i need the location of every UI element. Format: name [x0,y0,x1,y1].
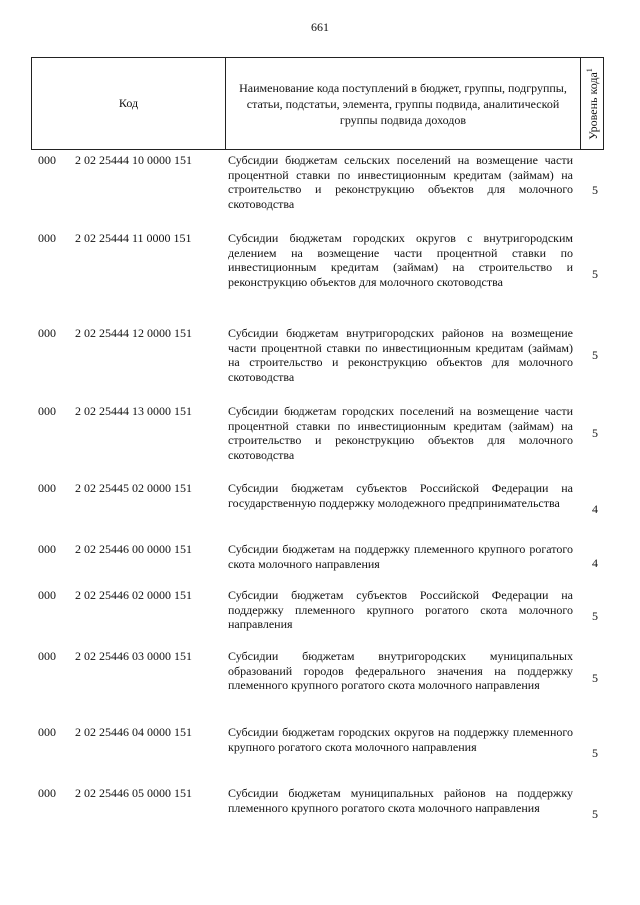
table-row [0,231,640,326]
code-level: 5 [592,807,598,821]
revenue-name: Субсидии бюджетам городских округов с внутригородским делением на возмещение части процентной ставки по инвестиционным кредитам (займам) на строительство и реконструкцию объектов для молочного скотоводства [228,231,573,289]
admin-code: 000 [38,153,56,167]
revenue-code: 2 02 25444 13 0000 151 [75,404,192,418]
revenue-name: Субсидии бюджетам внутригородских районов на возмещение части процентной ставки по инвестиционным кредитам (займам) на строительство и реконструкцию объектов для молочного скотоводства [228,326,573,384]
admin-code: 000 [38,725,56,739]
revenue-code: 2 02 25444 10 0000 151 [75,153,192,167]
admin-code: 000 [38,588,56,602]
code-level: 5 [592,348,598,362]
revenue-code: 2 02 25446 02 0000 151 [75,588,192,602]
revenue-name: Субсидии бюджетам субъектов Российской Федерации на государственную поддержку молодежного предпринимательства [228,481,573,510]
admin-code: 000 [38,786,56,800]
code-level: 5 [592,183,598,197]
table-body [0,153,640,848]
level-column-header [582,58,603,149]
admin-code: 000 [38,649,56,663]
admin-code: 000 [38,326,56,340]
revenue-code: 2 02 25444 12 0000 151 [75,326,192,340]
table-row [0,786,640,848]
revenue-code: 2 02 25444 11 0000 151 [75,231,192,245]
code-level: 5 [592,267,598,281]
code-level: 4 [592,556,598,570]
revenue-name: Субсидии бюджетам субъектов Российской Федерации на поддержку племенного крупного рогатого скота молочного направления [228,588,573,631]
code-level: 5 [592,426,598,440]
revenue-name: Субсидии бюджетам городских поселений на возмещение части процентной ставки по инвестиционным кредитам (займам) на строительство и реконструкцию объектов для молочного скотоводства [228,404,573,462]
code-level: 5 [592,609,598,623]
footnote-marker: 1 [584,67,594,72]
revenue-name: Субсидии бюджетам на поддержку племенного крупного рогатого скота молочного направления [228,542,573,571]
revenue-name: Субсидии бюджетам муниципальных районов на поддержку племенного крупного рогатого скота молочного направления [228,786,573,815]
revenue-code: 2 02 25446 03 0000 151 [75,649,192,663]
level-column-label: Уровень кода$^1$ [584,67,600,140]
table-row [0,153,640,231]
revenue-code: 2 02 25446 00 0000 151 [75,542,192,556]
code-column-header: Код [32,58,226,149]
revenue-name: Субсидии бюджетам внутригородских муниципальных образований городов федерального значения на поддержку племенного крупного рогатого скота молочного направления [228,649,573,692]
revenue-name: Субсидии бюджетам городских округов на поддержку племенного крупного рогатого скота молочного направления [228,725,573,754]
page-number: 661 [311,20,329,34]
admin-code: 000 [38,542,56,556]
table-row [0,404,640,481]
name-column-header: Наименование кода поступлений в бюджет, группы, подгруппы, статьи, подстатьи, элемента, группы подвида, аналитической группы подвида доходов [226,58,581,149]
admin-code: 000 [38,481,56,495]
revenue-code: 2 02 25445 02 0000 151 [75,481,192,495]
table-row [0,588,640,649]
code-level: 4 [592,502,598,516]
table-header [31,57,604,150]
table-row [0,649,640,725]
table-row [0,725,640,786]
admin-code: 000 [38,231,56,245]
table-row [0,481,640,542]
table-row [0,326,640,404]
revenue-name: Субсидии бюджетам сельских поселений на возмещение части процентной ставки по инвестиционным кредитам (займам) на строительство и реконструкцию объектов для молочного скотоводства [228,153,573,211]
table-row [0,542,640,588]
code-level: 5 [592,671,598,685]
revenue-code: 2 02 25446 04 0000 151 [75,725,192,739]
admin-code: 000 [38,404,56,418]
code-level: 5 [592,746,598,760]
revenue-code: 2 02 25446 05 0000 151 [75,786,192,800]
